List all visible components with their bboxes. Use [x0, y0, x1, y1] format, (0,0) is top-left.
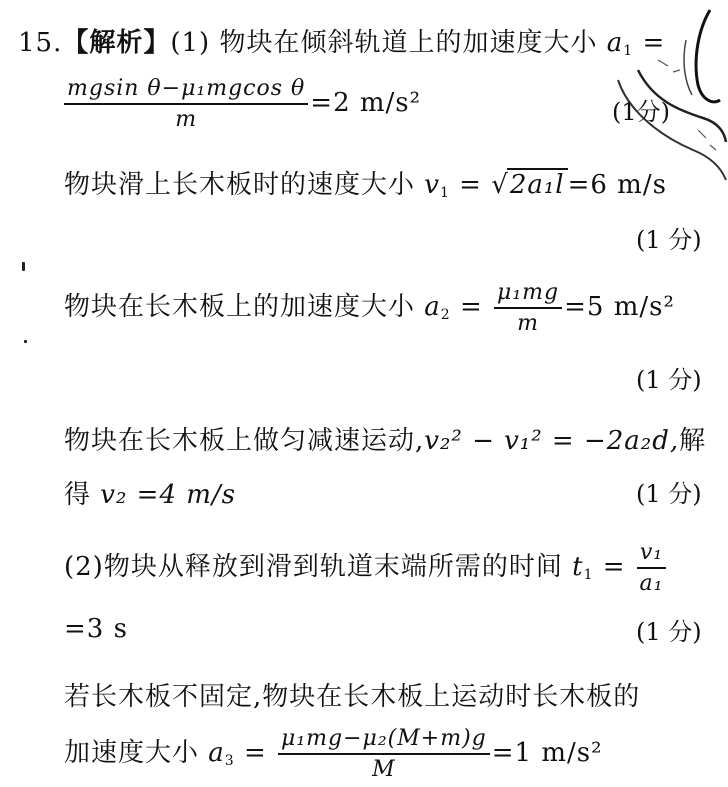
fraction-2-numerator: μ₁mg [494, 280, 562, 309]
line-9 [64, 676, 640, 713]
l4-sub: 2 [440, 307, 451, 323]
l4-eq: = [459, 292, 483, 322]
fraction-2-denominator: m [517, 311, 540, 336]
l7-var: t [572, 552, 584, 582]
l4-result: =5 m/s² [564, 292, 675, 322]
points-5: (1 分) [636, 618, 702, 646]
margin-mark [24, 340, 27, 343]
l5-tail: 解 [679, 426, 707, 456]
l8-equation: =3 s [64, 614, 128, 644]
l10-result: =1 m/s² [491, 738, 603, 768]
points-1: (1分) [612, 98, 670, 126]
part1-label: (1) [170, 28, 211, 58]
fraction-1-denominator: m [175, 107, 198, 132]
l7-sub: 1 [583, 567, 594, 583]
points-4: (1 分) [636, 480, 702, 508]
line-8 [64, 614, 128, 644]
l3-result: =6 m/s [567, 170, 667, 200]
line-3 [64, 164, 667, 201]
l3-text: 物块滑上长木板时的速度大小 [64, 170, 416, 200]
line-1 [18, 22, 665, 59]
fraction-2 [494, 280, 562, 336]
fraction-3-denominator: a₁ [639, 571, 664, 596]
fraction-4 [278, 726, 490, 782]
fraction-1-numerator: mgsin θ−μ₁mgcos θ [64, 76, 308, 105]
problem-number: 15. [18, 28, 63, 58]
l1-text: 物块在倾斜轨道上的加速度大小 [219, 28, 598, 58]
fraction-3-numerator: v₁ [637, 540, 666, 569]
l2-result: =2 m/s² [310, 88, 422, 118]
l6-equation: v₂ =4 m/s [100, 480, 237, 510]
l1-var: a [606, 28, 624, 58]
points-3: (1 分) [636, 366, 702, 394]
l3-eq: = [459, 170, 482, 200]
l5-text: 物块在长木板上做匀减速运动, [64, 426, 425, 456]
l6-text: 得 [64, 480, 92, 510]
l10-eq: = [243, 738, 267, 768]
fraction-4-denominator: M [372, 757, 396, 782]
line-7 [64, 540, 668, 596]
l10-text: 加速度大小 [64, 738, 200, 768]
points-2: (1 分) [636, 226, 702, 254]
l3-var: v [424, 170, 440, 200]
l10-var: a [208, 738, 225, 768]
margin-mark [22, 262, 25, 271]
l3-sub: 1 [439, 185, 450, 201]
l7-text: (2)物块从释放到滑到轨道末端所需的时间 [64, 552, 563, 582]
l1-eq: = [642, 28, 666, 58]
fraction-3 [637, 540, 666, 596]
l5-equation: v₂² − v₁² = −2a₂d, [424, 426, 680, 456]
l4-var: a [424, 292, 441, 322]
l4-text: 物块在长木板上的加速度大小 [64, 292, 416, 322]
line-6 [64, 474, 236, 511]
l10-sub: 3 [224, 753, 235, 769]
fraction-4-numerator: μ₁mg−μ₂(M+m)g [278, 726, 490, 755]
line-5 [64, 420, 706, 457]
l9-text: 若长木板不固定,物块在长木板上运动时长木板的 [64, 682, 641, 712]
l1-sub: 1 [623, 43, 634, 59]
sqrt-expression: 2a₁l [507, 168, 568, 200]
l7-eq: = [602, 552, 626, 582]
line-10 [64, 726, 603, 782]
line-4 [64, 280, 675, 336]
sqrt-symbol: √ [491, 170, 509, 200]
fraction-1 [64, 76, 308, 132]
line-2 [62, 76, 421, 132]
heading: 【解析】 [62, 28, 171, 58]
